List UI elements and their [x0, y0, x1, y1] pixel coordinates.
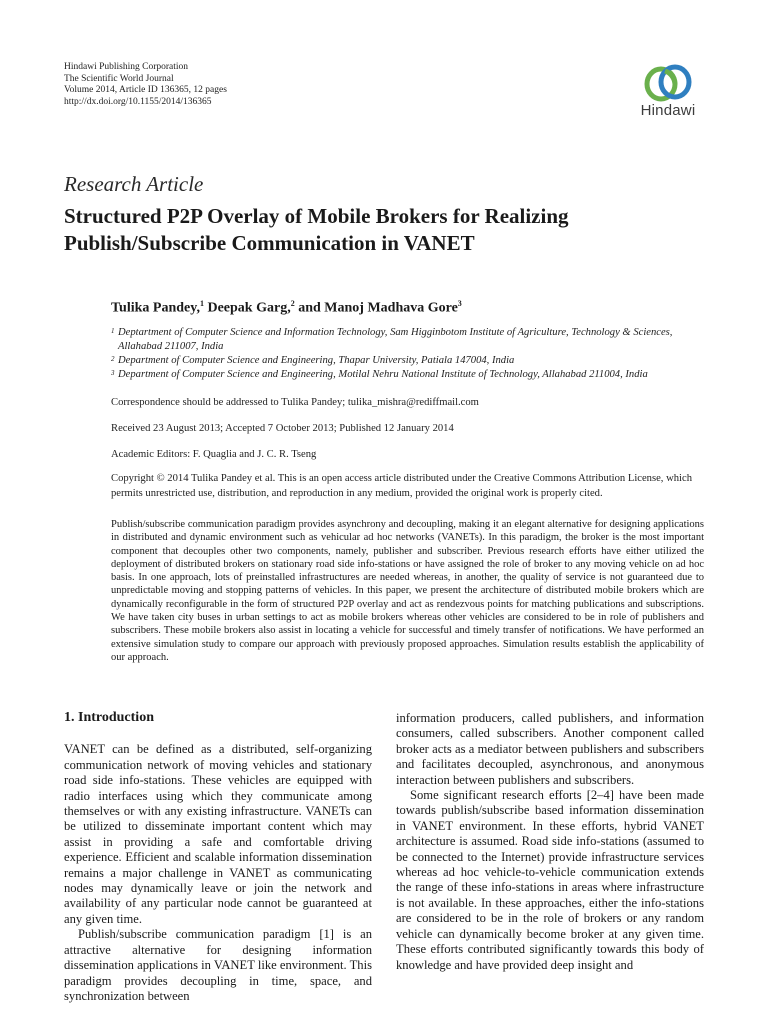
body-paragraph: Some significant research efforts [2–4] have been made towards publish/subscribe based information dissemination in VANET environment. In these efforts, hybrid VANET architecture is assumed. Road side info-stations (assumed to be connected to the Internet) provide infrastructure services whereas ad hoc vehicle-to-vehicle communication extends the range of these info-stations in areas where infrastructure is not available. In these approaches, either the info-stations are considered to be in the role of brokers or any random vehicle can dynamically become broker at any given time. These efforts contributed significantly towards this body of knowledge and have provided deep insight and	[396, 788, 704, 972]
author-affiliation-mark: 1	[199, 299, 204, 308]
section-heading: 1. Introduction	[64, 710, 154, 725]
affiliation-text: Deptartment of Computer Science and Information Technology, Sam Higginbotom Institute of Agriculture, Technology & Sciences, Allahabad 211007, India	[118, 327, 673, 352]
correspondence-line: Correspondence should be addressed to Tulika Pandey; tulika_mishra@rediffmail.com	[111, 397, 479, 408]
dates-line: Received 23 August 2013; Accepted 7 October 2013; Published 12 January 2014	[111, 423, 454, 434]
abstract: Publish/subscribe communication paradigm provides asynchrony and decoupling, making it an elegant alternative for designing applications in distributed and dynamic environment such as vehicular ad hoc networks (VANETs). In this paradigm, the broker is the most important component that decouples other two components, namely, publisher and subscriber. Previous research efforts have either utilized the deployment of distributed brokers on stationary road side info-stations or have assigned the role of broker to any moving vehicle on ad hoc basis. In one approach, lots of preinstalled infrastructures are needed whereas, in another, the quality of service is not guaranteed due to unpredictable moving and stopping patterns of vehicles. In this paper, we present the architecture of distributed mobile brokers which are dynamically reconfigurable in the form of structured P2P overlay and act as rendezvous points for matching publications and subscriptions. We have taken city buses in urban settings to act as mobile brokers whereas other vehicles are considered to be in role of publishers and subscribers. These mobile brokers also assist in locating a vehicle for successful and timely transfer of notifications. We have performed an extensive simulation study to compare our approach with previously proposed approaches. Simulation results establish the applicability of our approach.	[111, 519, 704, 663]
affiliation-text: Department of Computer Science and Engineering, Thapar University, Patiala 147004, India	[118, 355, 515, 366]
doi-link[interactable]: http://dx.doi.org/10.1155/2014/136365	[64, 96, 212, 107]
journal-masthead	[64, 62, 227, 108]
body-column-left	[64, 708, 372, 1004]
logo-wordmark: Hindawi	[640, 102, 696, 119]
author-name: and Manoj Madhava Gore	[294, 300, 458, 316]
body-paragraph: Publish/subscribe communication paradigm [1] is an attractive alternative for designing information dissemination applications in VANET like environment. This paradigm provides decoupling in time, space, and synchronization between	[64, 927, 372, 1003]
hindawi-rings-icon	[641, 62, 695, 104]
affiliations	[111, 326, 711, 382]
affiliation-number: 3	[111, 369, 115, 377]
paper-title: Structured P2P Overlay of Mobile Brokers for Realizing Publish/Subscribe Communication in VANET	[64, 204, 569, 255]
affiliation-number: 2	[111, 355, 115, 363]
author-name: Tulika Pandey,	[111, 300, 200, 316]
affiliation-item	[111, 354, 711, 368]
author-list	[111, 299, 462, 317]
article-type: Research Article	[64, 172, 204, 196]
affiliation-text: Department of Computer Science and Engineering, Motilal Nehru National Institute of Technology, Allahabad 211004, India	[118, 369, 648, 380]
affiliation-item	[111, 368, 711, 382]
body-column-right	[396, 711, 704, 973]
editors-line: Academic Editors: F. Quaglia and J. C. R. Tseng	[111, 449, 317, 460]
author-affiliation-mark: 3	[457, 299, 462, 308]
hindawi-logo	[630, 62, 706, 134]
body-paragraph: VANET can be defined as a distributed, self-organizing communication network of moving vehicles and stationary road side info-stations. These vehicles are equipped with radio interfaces using which they communicate among themselves or with any existing infrastructure. VANETs can be utilized to disseminate important content which may assist in providing a safe and comfortable driving experience. Efficient and scalable information dissemination remains a major challenge in VANET as communicating nodes may dynamically leave or join the network and availability of any particular node cannot be guaranteed at any given time.	[64, 742, 372, 926]
author-affiliation-mark: 2	[290, 299, 295, 308]
volume-info: Volume 2014, Article ID 136365, 12 pages	[64, 85, 227, 95]
affiliation-number: 1	[111, 327, 115, 335]
body-paragraph: information producers, called publishers, and information consumers, called subscribers. Another component called broker acts as a mediator between publishers and subscribers and facilitates decoupled, asynchronous, and anonymous interaction between publishers and subscribers.	[396, 711, 704, 787]
publisher-name: Hindawi Publishing Corporation	[64, 62, 189, 72]
affiliation-item	[111, 326, 711, 354]
journal-name: The Scientific World Journal	[64, 73, 174, 84]
author-name: Deepak Garg,	[203, 300, 291, 316]
copyright-notice: Copyright © 2014 Tulika Pandey et al. This is an open access article distributed under the Creative Commons Attribution License, which permits unrestricted use, distribution, and reproduction in any medium, provided the original work is properly cited.	[111, 473, 692, 499]
